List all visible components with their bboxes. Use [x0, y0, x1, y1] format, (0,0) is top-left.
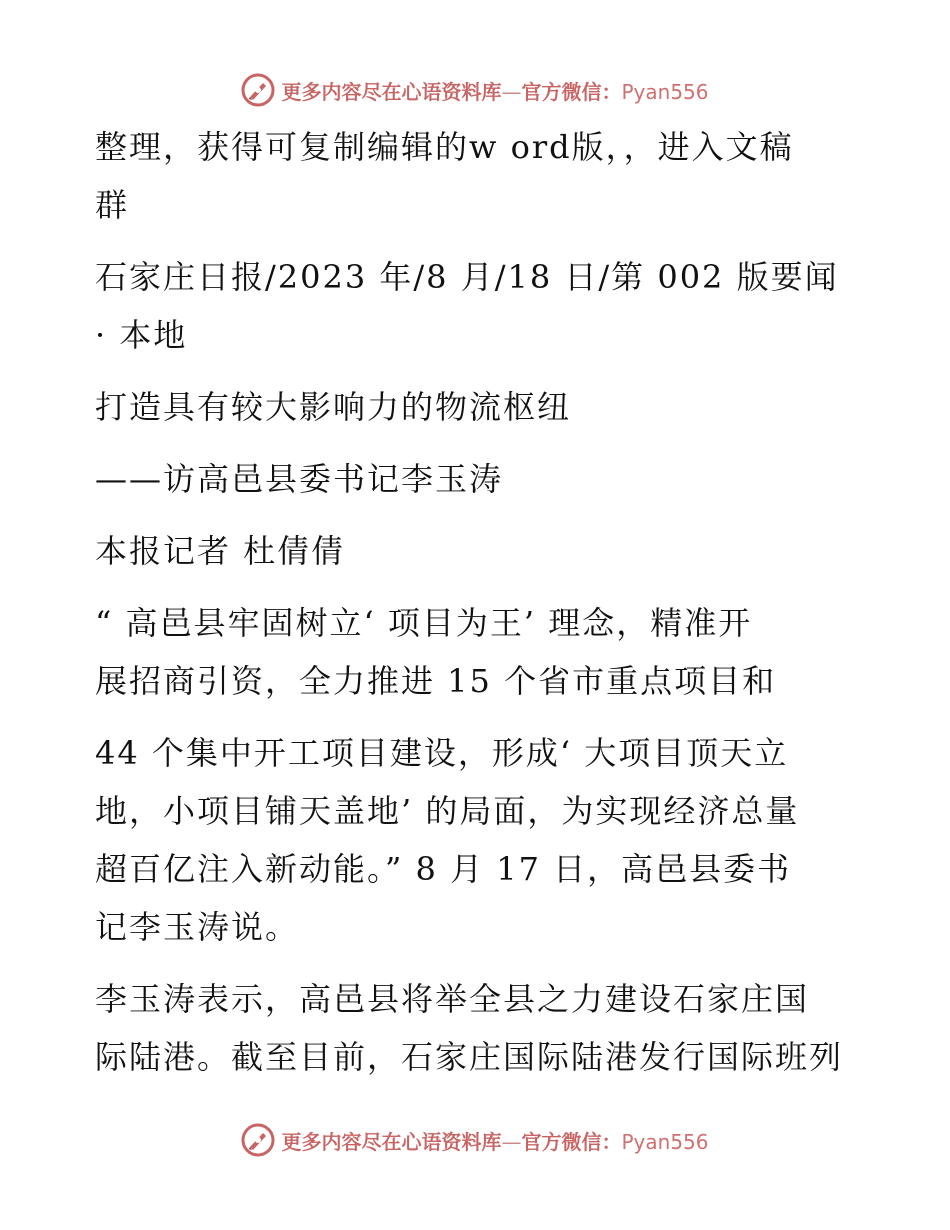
paragraph-line: 地，小项目铺天盖地’ 的局面，为实现经济总量: [95, 792, 800, 830]
paragraph-line: 李玉涛表示，高邑县将举全县之力建设石家庄国: [95, 980, 810, 1018]
intro-line: 整理，获得可复制编辑的w ord版，，进入文稿: [95, 128, 794, 166]
footer-banner: [0, 1120, 950, 1160]
article-headline: 打造具有较大影响力的物流枢纽: [95, 388, 572, 426]
paragraph-line: 44 个集中开工项目建设，形成‘ 大项目顶天立: [95, 734, 789, 772]
pen-logo-icon: [241, 1123, 275, 1157]
source-line: · 本地: [95, 316, 188, 354]
header-banner-wechat: 官方微信：: [521, 79, 622, 104]
paragraph-line: 超百亿注入新动能。” 8 月 17 日，高邑县委书: [95, 850, 792, 888]
article-byline: 本报记者 杜倩倩: [95, 532, 346, 570]
footer-banner-dash: —: [501, 1129, 522, 1154]
header-banner-text: [281, 76, 708, 105]
header-banner-id: Pyan556: [621, 79, 709, 104]
paragraph-line: 际陆港。截至目前，石家庄国际陆港发行国际班列: [95, 1038, 844, 1076]
footer-banner-main: 更多内容尽在心语资料库: [281, 1129, 502, 1154]
article-subheadline: ——访高邑县委书记李玉涛: [95, 460, 504, 498]
document-body: [95, 118, 855, 1086]
paragraph-line: 记李玉涛说。: [95, 908, 300, 946]
header-banner-dash: —: [501, 79, 522, 104]
footer-banner-text: [281, 1126, 708, 1155]
header-banner-main: 更多内容尽在心语资料库: [281, 79, 502, 104]
footer-banner-wechat: 官方微信：: [521, 1129, 622, 1154]
footer-banner-id: Pyan556: [621, 1129, 709, 1154]
paragraph-line: “ 高邑县牢固树立‘ 项目为王’ 理念，精准开: [95, 604, 753, 642]
paragraph-line: 展招商引资，全力推进 15 个省市重点项目和: [95, 662, 777, 700]
source-line: 石家庄日报/2023 年/8 月/18 日/第 002 版要闻: [95, 258, 839, 296]
pen-logo-icon: [241, 73, 275, 107]
header-banner: [0, 70, 950, 110]
intro-line: 群: [95, 186, 130, 224]
